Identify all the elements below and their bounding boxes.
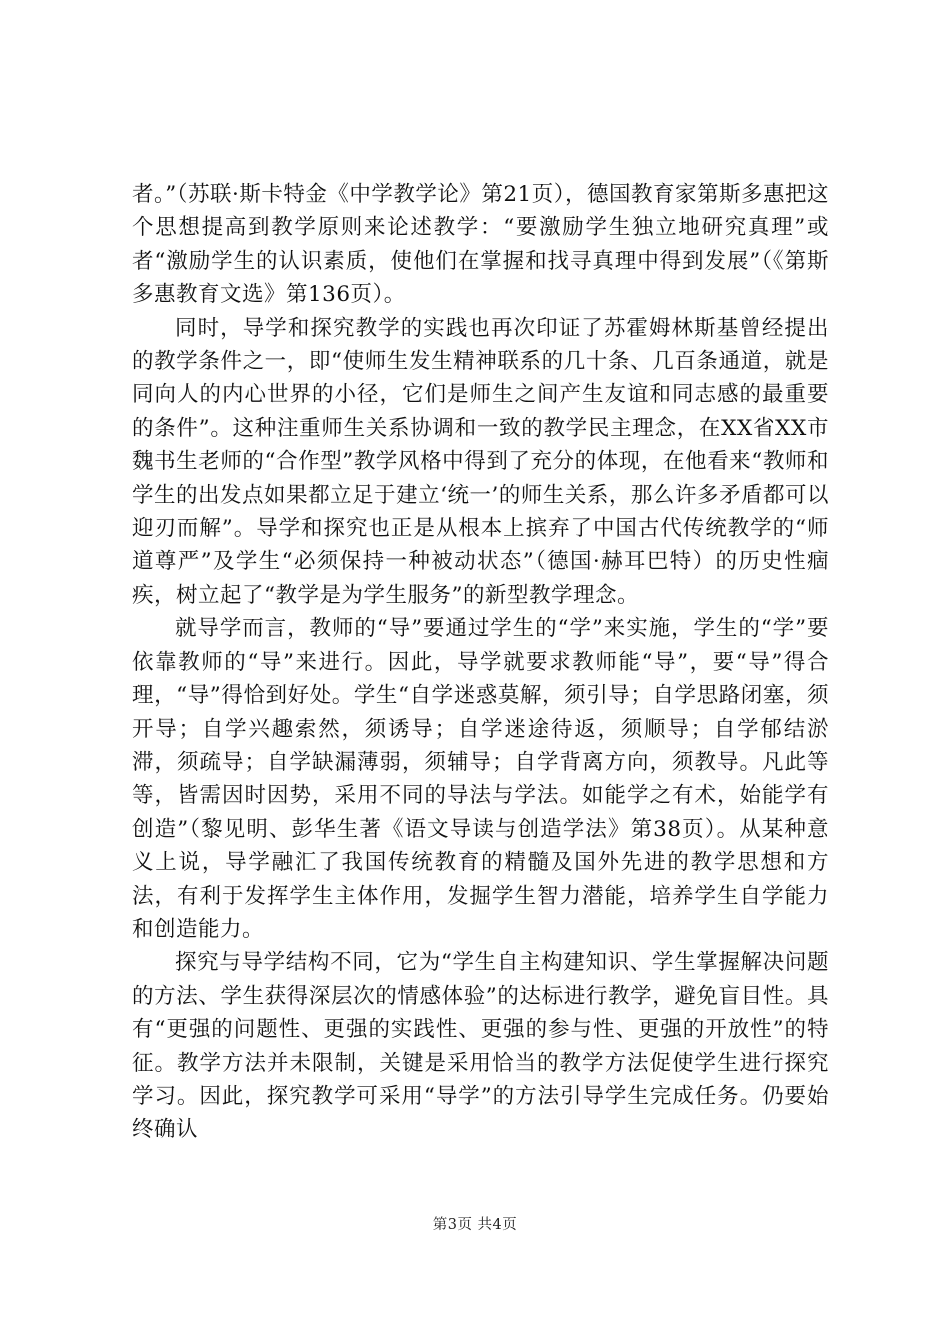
paragraph-4: 探究与导学结构不同，它为“学生自主构建知识、学生掌握解决问题的方法、学生获得深层次的情感体验”的达标进行教学，避免盲目性。具有“更强的问题性、更强的实践性、更强的参与性、更强的开放性”的特征。教学方法并未限制，关键是采用恰当的教学方法促使学生进行探究学习。因此，探究教学可采用“导学”的方法引导学生完成任务。仍要始终确认 [132, 950, 829, 1143]
paragraph-1: 者。”（苏联·斯卡特金《中学教学论》第21页），德国教育家第斯多惠把这个思想提高到教学原则来论述教学：“要激励学生独立地研究真理”或者“激励学生的认识素质，使他们在掌握和找寻真理中得到发展”（《第斯多惠教育文选》第136页）。 [132, 182, 829, 308]
body-text [132, 178, 829, 1147]
paragraph-3: 就导学而言，教师的“导”要通过学生的“学”来实施，学生的“学”要依靠教师的“导”来进行。因此，导学就要求教师能“导”，要“导”得合理，“导”得恰到好处。学生“自学迷惑莫解，须引导；自学思路闭塞，须开导；自学兴趣索然，须诱导；自学迷途待返，须顺导；自学郁结淤滞，须疏导；自学缺漏薄弱，须辅导；自学背离方向，须教导。凡此等等，皆需因时因势，采用不同的导法与学法。如能学之有术，始能学有创造”（黎见明、彭华生著《语文导读与创造学法》第38页）。从某种意义上说，导学融汇了我国传统教育的精髓及国外先进的教学思想和方法，有利于发挥学生主体作用，发掘学生智力潜能，培养学生自学能力和创造能力。 [132, 616, 829, 942]
paragraph-2: 同时，导学和探究教学的实践也再次印证了苏霍姆林斯基曾经提出的教学条件之一，即“使师生发生精神联系的几十条、几百条通道，就是同向人的内心世界的小径，它们是师生之间产生友谊和同志感的最重要的条件”。这种注重师生关系协调和一致的教学民主理念，在XX省XX市魏书生老师的“合作型”教学风格中得到了充分的体现，在他看来“教师和学生的出发点如果都立足于建立‘统一’的师生关系，那么许多矛盾都可以迎刃而解”。导学和探究也正是从根本上摈弃了中国古代传统教学的“师道尊严”及学生“必须保持一种被动状态”（德国·赫耳巴特）的历史性痼疾，树立起了“教学是为学生服务”的新型教学理念。 [132, 315, 829, 608]
page-footer: 第3页 共4页 [432, 1217, 518, 1233]
